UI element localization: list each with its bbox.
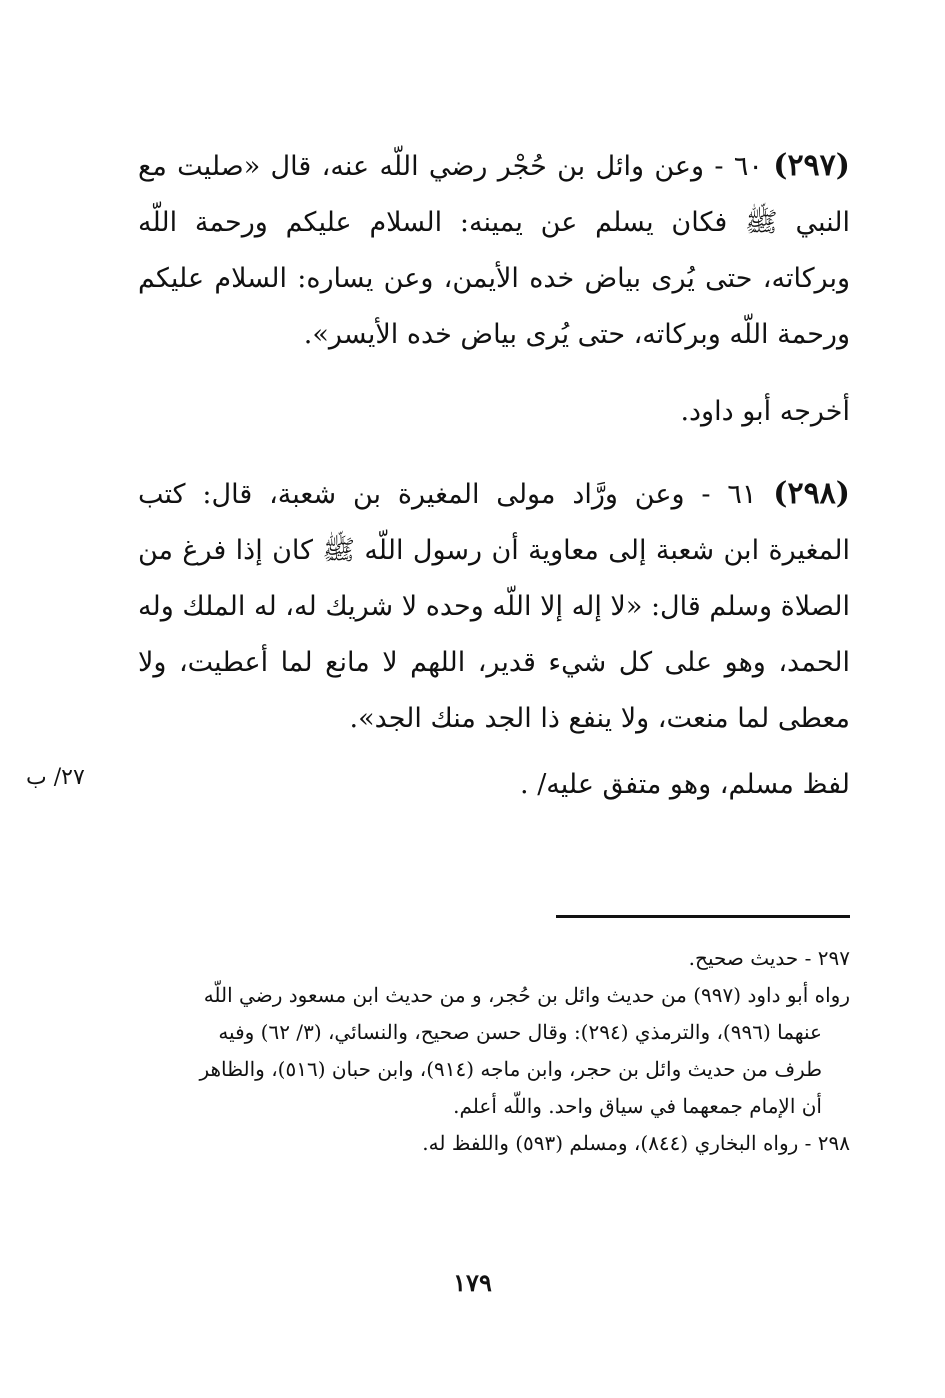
- footnote-297-line: عنهما (٩٩٦)، والترمذي (٢٩٤): وقال حسن صحيح، والنسائي، (٣/ ٦٢) وفيه: [218, 1020, 822, 1044]
- footnote-divider: [556, 915, 850, 918]
- hadith-297-number: (٢٩٧): [773, 148, 850, 183]
- hadith-298-text: ٦١ - وعن ورَّاد مولى المغيرة بن شعبة، قال: كتب المغيرة ابن شعبة إلى معاوية أن رسول اللّه ﷺ كان إذا فرغ من الصلاة وسلم قال: «لا إله إلا اللّه وحده لا شريك له، له الملك وله الحمد، وهو على كل شيء قدير، اللهم لا مانع لما أعطيت، ولا معطى لما منعت، ولا ينفع ذا الجد منك الجد».: [138, 479, 850, 734]
- hadith-297-text: ٦٠ - وعن وائل بن حُجْر رضي اللّه عنه، قال «صليت مع النبي ﷺ فكان يسلم عن يمينه: السلام عليكم ورحمة اللّه وبركاته، حتى يُرى بياض خده الأيمن، وعن يساره: السلام عليكم ورحمة اللّه وبركاته، حتى يُرى بياض خده الأيسر».: [138, 151, 850, 350]
- page-number: ١٧٩: [453, 1268, 492, 1297]
- hadith-298-number: (٢٩٨): [773, 476, 850, 511]
- hadith-298-source: لفظ مسلم، وهو متفق عليه/ .: [520, 769, 850, 800]
- hadith-298-paragraph: [138, 466, 850, 747]
- footnote-297-line: رواه أبو داود (٩٩٧) من حديث وائل بن حُجر، و من حديث ابن مسعود رضي اللّه: [203, 983, 850, 1007]
- hadith-297-source: أخرجه أبو داود.: [680, 396, 850, 427]
- footnote-297-line: أن الإمام جمعهما في سياق واحد. واللّه أعلم.: [453, 1094, 822, 1118]
- footnote-298-line: ٢٩٨ - رواه البخاري (٨٤٤)، ومسلم (٥٩٣) واللفظ له.: [422, 1131, 850, 1155]
- manuscript-folio-note: ٢٧/ ب: [26, 765, 85, 790]
- hadith-297-paragraph: [138, 138, 850, 363]
- footnote-297-line: طرف من حديث وائل بن حجر، وابن ماجه (٩١٤)، وابن حبان (٥١٦)، والظاهر: [199, 1057, 822, 1081]
- footnotes-section: [138, 940, 850, 1162]
- footnote-297-heading: ٢٩٧ - حديث صحيح.: [688, 946, 850, 970]
